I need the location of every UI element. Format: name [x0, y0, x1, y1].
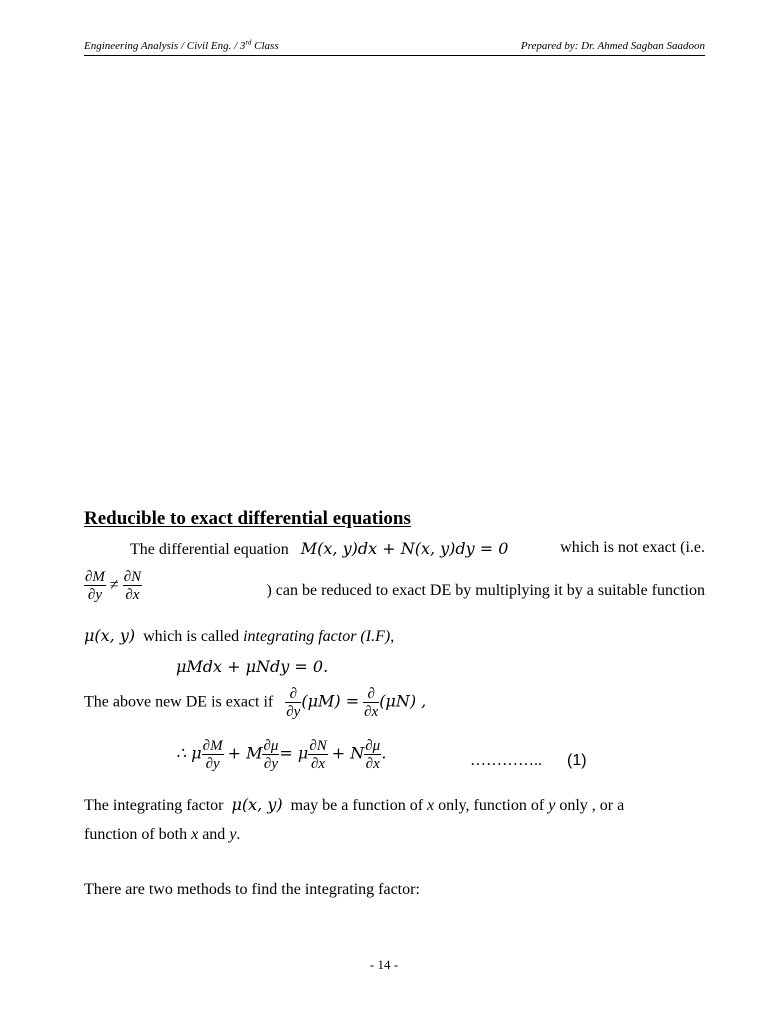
equation-leader-dots: …………..	[470, 752, 542, 769]
paragraph-both-variables: function of both x and y.	[84, 826, 241, 843]
fraction-dm-dy: $\frac{\partial M}{\partial y}$	[85, 569, 105, 603]
paragraph-exact-condition: The above new DE is exact if $\frac{\partial}{\partial y}$ (μM) = $\frac{\partial}{\partial x}$ (μN) ,	[84, 686, 427, 720]
partial-x: $\frac{\partial}{\partial x}$	[364, 686, 379, 720]
header-author: Prepared by: Dr. Ahmed Sagban Saadoon	[520, 40, 705, 52]
equation-inline-mn: M(x, y)dx + N(x, y)dy = 0	[300, 539, 509, 558]
paragraph-integrating-factor: μ(x, y) which is called integrating factor (I.F),	[84, 626, 395, 645]
fraction-dmu-dy: $\frac{\partial\mu}{\partial y}$	[263, 738, 279, 772]
partial-y: $\frac{\partial}{\partial y}$	[286, 686, 301, 720]
section-title: Reducible to exact differential equations	[84, 508, 411, 529]
fraction-dmu-dx: $\frac{\partial\mu}{\partial x}$	[365, 738, 381, 772]
equation-number: (1)	[567, 752, 587, 769]
fraction-dn-dx: $\frac{\partial N}{\partial x}$	[123, 569, 142, 603]
paragraph-factor-function: The integrating factor μ(x, y) may be a function of x only, function of y only , or a	[84, 795, 625, 814]
paragraph-two-methods: There are two methods to find the integrating factor:	[84, 881, 420, 898]
page-header	[84, 38, 705, 56]
equation-mu-mdx: μMdx + μNdy = 0.	[176, 657, 329, 676]
page-number: - 14 -	[369, 957, 399, 972]
paragraph-intro: The differential equation M(x, y)dx + N(x, y)dy = 0 which is not exact (i.e.	[130, 539, 705, 558]
equation-1: ∴ μ $\frac{\partial M}{\partial y}$ + M $\frac{\partial\mu}{\partial y}$ = μ $\frac{\partial N}{\partial x}$ + N $\frac{\partial\mu}{\partial x}$ .	[176, 738, 387, 772]
paragraph-not-exact: $\frac{\partial M}{\partial y}$ ≠ $\frac{\partial N}{\partial x}$ ) can be reduced to exact DE by multiplying it by a suitable function	[85, 569, 705, 603]
header-course: Engineering Analysis / Civil Eng. / 3rd Class	[84, 38, 279, 52]
fraction-dn-dx: $\frac{\partial N}{\partial x}$	[309, 738, 327, 772]
fraction-dm-dy: $\frac{\partial M}{\partial y}$	[202, 738, 223, 772]
